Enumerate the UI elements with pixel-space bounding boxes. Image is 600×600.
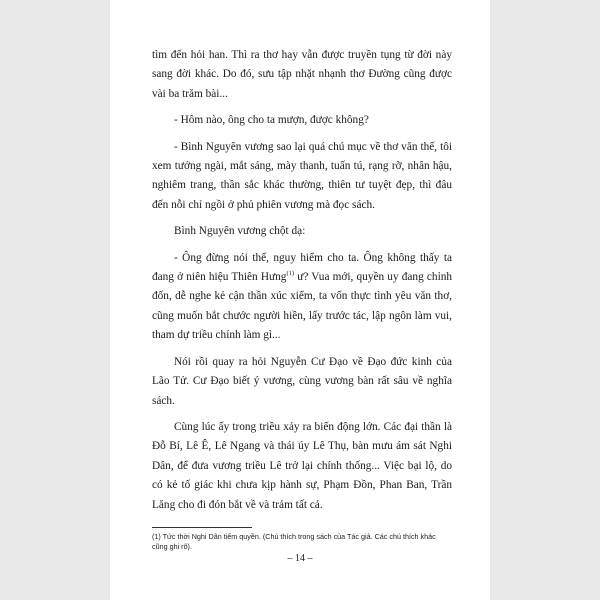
- paragraph: Cùng lúc ấy trong triều xảy ra biến động lớn. Các đại thần là Đỗ Bí, Lê Ê, Lê Ngang và thái úy Lê Thụ, bàn mưu ám sát Nghi Dân, để đưa vương triều Lê trở lại chính thống... Việc bại lộ, do có kẻ tố giác khi chưa kịp hành sự, Phạm Đồn, Phan Ban, Trần Lăng cho đi đón bắt về và trảm tất cả.: [152, 420, 452, 511]
- footnote: (1) Tức thời Nghi Dân tiếm quyền. (Chú thích trong sách của Tác giả. Các chú thích khác cũng ghi rõ).: [152, 531, 436, 552]
- paragraph: - Bình Nguyên vương sao lại quá chú mục về thơ văn thế, tôi xem tướng ngài, mắt sáng, mày thanh, tuấn tú, rạng rỡ, nhân hậu, nghiêm trang, thần sắc khác thường, thiên tư tuyệt đẹp, thì đâu đến nỗi chỉ ngồi ở phủ phiên vương mà đọc sách.: [152, 140, 452, 211]
- paragraph: - Hôm nào, ông cho ta mượn, được không?: [174, 114, 369, 127]
- paragraph-with-footnote: [152, 249, 452, 346]
- footnote-rule: [152, 527, 252, 528]
- paragraph-text: ư? Vua mới, quyền uy đang chỉnh đốn, dễ nghe kẻ cận thần xúc xiểm, ta vốn thực tình yêu văn thơ, cũng muốn bắt chước người hiền, lấy trước tác, lập ngôn làm vui, tham dự triều chính làm gì...: [152, 271, 453, 342]
- footnote-marker: (1): [286, 270, 295, 278]
- paragraph: Bình Nguyên vương chột dạ:: [174, 225, 306, 238]
- paragraph: tìm đến hỏi han. Thì ra thơ hay vẫn được truyền tụng từ đời này sang đời khác. Do đó, sưu tập nhặt nhạnh thơ Đường cũng được vài ba trăm bài...: [152, 49, 452, 100]
- paragraph-text: - Ông đừng nói thế, nguy hiểm cho ta. Ông không thấy ta đang ở niên hiệu Thiên Hưng: [152, 251, 452, 284]
- body-text: [152, 46, 452, 515]
- page-number: – 14 –: [287, 553, 313, 564]
- paragraph: Nói rồi quay ra hỏi Nguyễn Cư Đạo về Đạo đức kinh của Lão Tử. Cư Đạo biết ý vương, cùng vương bàn rất sâu về nghĩa sách.: [152, 355, 452, 407]
- book-page: [110, 0, 490, 600]
